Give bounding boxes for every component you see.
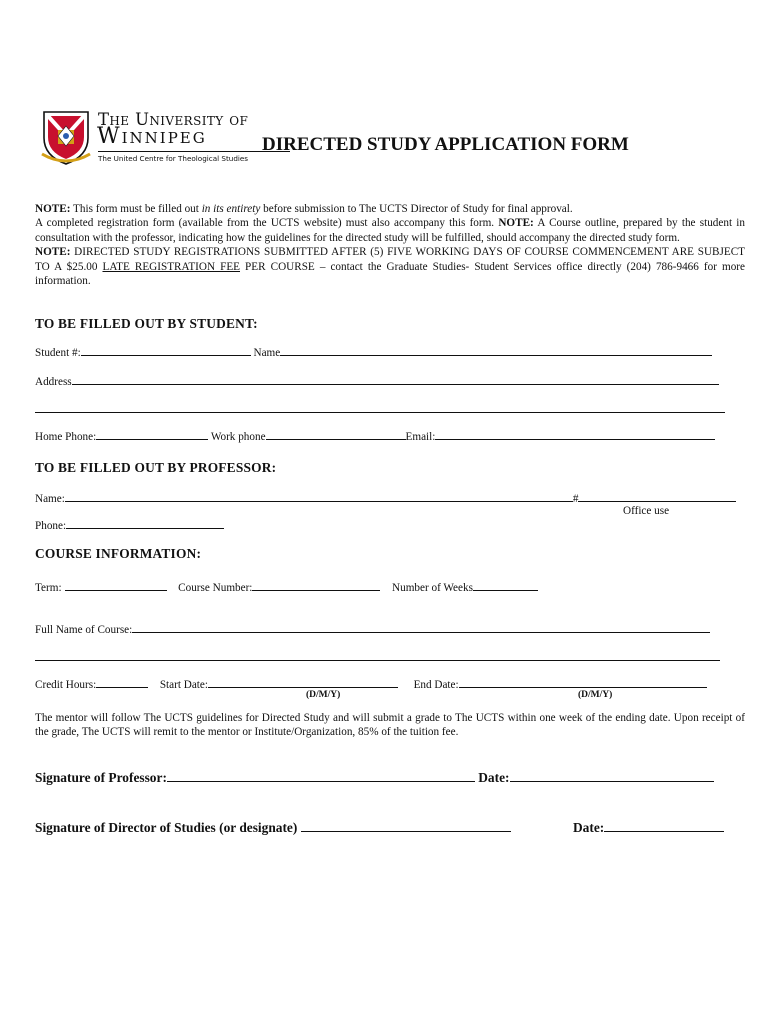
office-use-field[interactable]	[578, 490, 736, 502]
professor-phone-label: Phone:	[35, 520, 67, 532]
late-fee-text: LATE REGISTRATION FEE	[102, 260, 240, 273]
work-phone-label: Work phone	[210, 431, 266, 443]
professor-name-field[interactable]	[65, 490, 573, 502]
logo-line3: The United Centre for Theological Studies	[98, 154, 249, 163]
student-number-label: Student #:	[35, 347, 81, 359]
university-logo	[40, 106, 265, 168]
date2-field[interactable]	[604, 818, 724, 832]
note1-label: NOTE:	[35, 203, 71, 215]
term-label: Term:	[35, 582, 62, 594]
note1-text-a: This form must be filled out	[70, 203, 202, 215]
phone-row	[35, 428, 715, 444]
note1-text-b: before submission to The UCTS Director of Study for final approval.	[260, 203, 573, 215]
work-phone-field[interactable]	[266, 428, 406, 440]
course-row-1	[35, 579, 538, 595]
director-signature-field[interactable]	[301, 818, 511, 832]
course-name-row	[35, 621, 710, 637]
professor-signature-row	[35, 768, 714, 786]
credit-hours-label: Credit Hours:	[35, 679, 97, 691]
address-row	[35, 373, 719, 389]
notes-block	[35, 202, 745, 288]
home-phone-label: Home Phone:	[35, 431, 97, 443]
director-signature-row	[35, 818, 511, 836]
note2-label: NOTE:	[498, 217, 534, 230]
professor-signature-label: Signature of Professor:	[35, 770, 167, 785]
start-date-format: (D/M/Y)	[306, 690, 341, 700]
credit-hours-field[interactable]	[96, 676, 148, 688]
home-phone-field[interactable]	[96, 428, 208, 440]
logo-line2: Winnipeg	[97, 124, 207, 149]
course-name-label: Full Name of Course:	[35, 624, 133, 636]
weeks-field[interactable]	[473, 579, 538, 591]
student-name-label: Name	[253, 347, 281, 359]
note-1	[35, 202, 745, 216]
address-label: Address	[35, 376, 72, 388]
term-field[interactable]	[65, 579, 167, 591]
student-name-field[interactable]	[280, 344, 712, 356]
email-field[interactable]	[435, 428, 715, 440]
note3-label: NOTE:	[35, 246, 71, 259]
email-label: Email:	[405, 431, 436, 443]
note2-text-b: A Course outline, prepared by the student in consultation with the professor, indicating how the guidelines for the directed study will be fulfilled, should accompany the directed study form.	[35, 217, 745, 244]
student-heading: TO BE FILLED OUT BY STUDENT:	[35, 316, 258, 331]
course-name-row-2	[35, 649, 720, 665]
end-date-format: (D/M/Y)	[578, 690, 613, 700]
start-date-label: Start Date:	[159, 679, 208, 691]
student-number-row	[35, 344, 712, 360]
course-number-label: Course Number:	[178, 582, 253, 594]
address-field[interactable]	[72, 373, 719, 385]
professor-phone-field[interactable]	[66, 517, 224, 529]
address-row-2	[35, 401, 725, 417]
course-heading: COURSE INFORMATION:	[35, 546, 202, 561]
professor-signature-field[interactable]	[167, 768, 475, 782]
end-date-label: End Date:	[413, 679, 459, 691]
student-number-field[interactable]	[81, 344, 251, 356]
course-name-field-2[interactable]	[35, 649, 720, 661]
professor-name-label: Name:	[35, 493, 65, 505]
professor-phone-row	[35, 517, 224, 533]
note3-text-a: DIRECTED STUDY REGISTRATIONS SUBMITTED AFTER (5) FIVE WORKING DAYS OF COURSE COMMENCEMENT ARE SUBJECT TO A $25.00	[35, 246, 745, 273]
form-title: DIRECTED STUDY APPLICATION FORM	[262, 134, 629, 155]
note-2	[35, 216, 745, 245]
mentor-text: The mentor will follow The UCTS guidelines for Directed Study and will submit a grade to The UCTS within one week of the ending date. Upon receipt of the grade, The UCTS will remit to the mentor or Institute/Organization, 85% of the tuition fee.	[35, 712, 745, 739]
address-field-2[interactable]	[35, 401, 725, 413]
end-date-field[interactable]	[459, 676, 707, 688]
start-date-field[interactable]	[208, 676, 398, 688]
weeks-label: Number of Weeks	[392, 582, 473, 594]
date1-label: Date:	[478, 770, 510, 785]
note1-emphasis: in its entirety	[201, 203, 261, 215]
note2-text-a: A completed registration form (available from the UCTS website) must also accompany this form.	[35, 217, 499, 230]
note3-text-b: PER COURSE – contact the Graduate Studies- Student Services office directly (204) 786-9466 for more information.	[35, 260, 745, 288]
professor-heading: TO BE FILLED OUT BY PROFESSOR:	[35, 460, 277, 475]
office-use-label: Office use	[623, 505, 670, 517]
professor-hash-label: #	[572, 493, 579, 505]
date2-row	[573, 818, 724, 836]
crest-icon	[40, 106, 92, 166]
date1-field[interactable]	[510, 768, 714, 782]
director-signature-label: Signature of Director of Studies (or designate)	[35, 820, 298, 835]
logo-line1: The University of	[98, 110, 249, 129]
course-number-field[interactable]	[252, 579, 380, 591]
date2-label: Date:	[573, 820, 605, 835]
course-name-field[interactable]	[132, 621, 710, 633]
note-3	[35, 245, 745, 288]
